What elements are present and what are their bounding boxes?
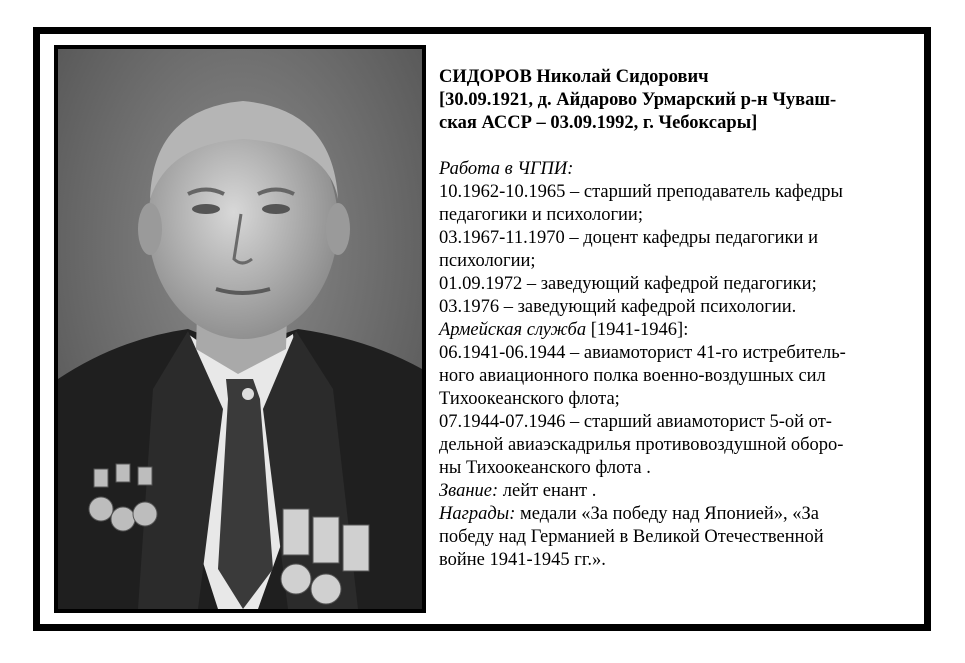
portrait-illustration — [58, 49, 422, 609]
work-line: 03.1976 – заведующий кафедрой психологии. — [439, 297, 797, 317]
work-line: 03.1967-11.1970 – доцент кафедры педагогики и — [439, 228, 818, 248]
awards-line: войне 1941-1945 гг.». — [439, 550, 606, 570]
bio-dates-line-1: [30.09.1921, д. Айдарово Урмарский р-н Чуваш- — [439, 90, 837, 110]
army-period: [1941-1946]: — [586, 320, 689, 340]
bio-dates-line-2: ская АССР – 03.09.1992, г. Чебоксары] — [439, 113, 758, 133]
work-line: 01.09.1972 – заведующий кафедрой педагогики; — [439, 274, 817, 294]
army-line: дельной авиаэскадрилья противовоздушной оборо- — [439, 435, 844, 455]
awards-text: медали «За победу над Японией», «За — [515, 504, 819, 524]
work-line: 10.1962-10.1965 – старший преподаватель кафедры — [439, 182, 843, 202]
army-line: 07.1944-07.1946 – старший авиамоторист 5-ой от- — [439, 412, 832, 432]
rank-line — [439, 480, 909, 503]
work-line: психологии; — [439, 251, 536, 271]
army-line: ного авиационного полка военно-воздушных сил — [439, 366, 826, 386]
person-name: СИДОРОВ Николай Сидорович — [439, 67, 709, 87]
memorial-frame — [33, 27, 931, 631]
army-line: Тихоокеанского флота; — [439, 389, 620, 409]
rank-label: Звание: — [439, 481, 499, 501]
army-line: ны Тихоокеанского флота . — [439, 458, 651, 478]
portrait-photo — [54, 45, 426, 613]
awards-line — [439, 503, 909, 526]
work-label: Работа в ЧГПИ: — [439, 159, 574, 179]
awards-line: победу над Германией в Великой Отечественной — [439, 527, 824, 547]
rank-value: лейт енант . — [498, 481, 597, 501]
biography-text — [439, 66, 909, 572]
work-line: педагогики и психологии; — [439, 205, 643, 225]
awards-label: Награды: — [439, 504, 516, 524]
army-heading — [439, 319, 909, 342]
army-line: 06.1941-06.1944 – авиамоторист 41-го истребитель- — [439, 343, 846, 363]
army-label: Армейская служба — [439, 320, 587, 340]
